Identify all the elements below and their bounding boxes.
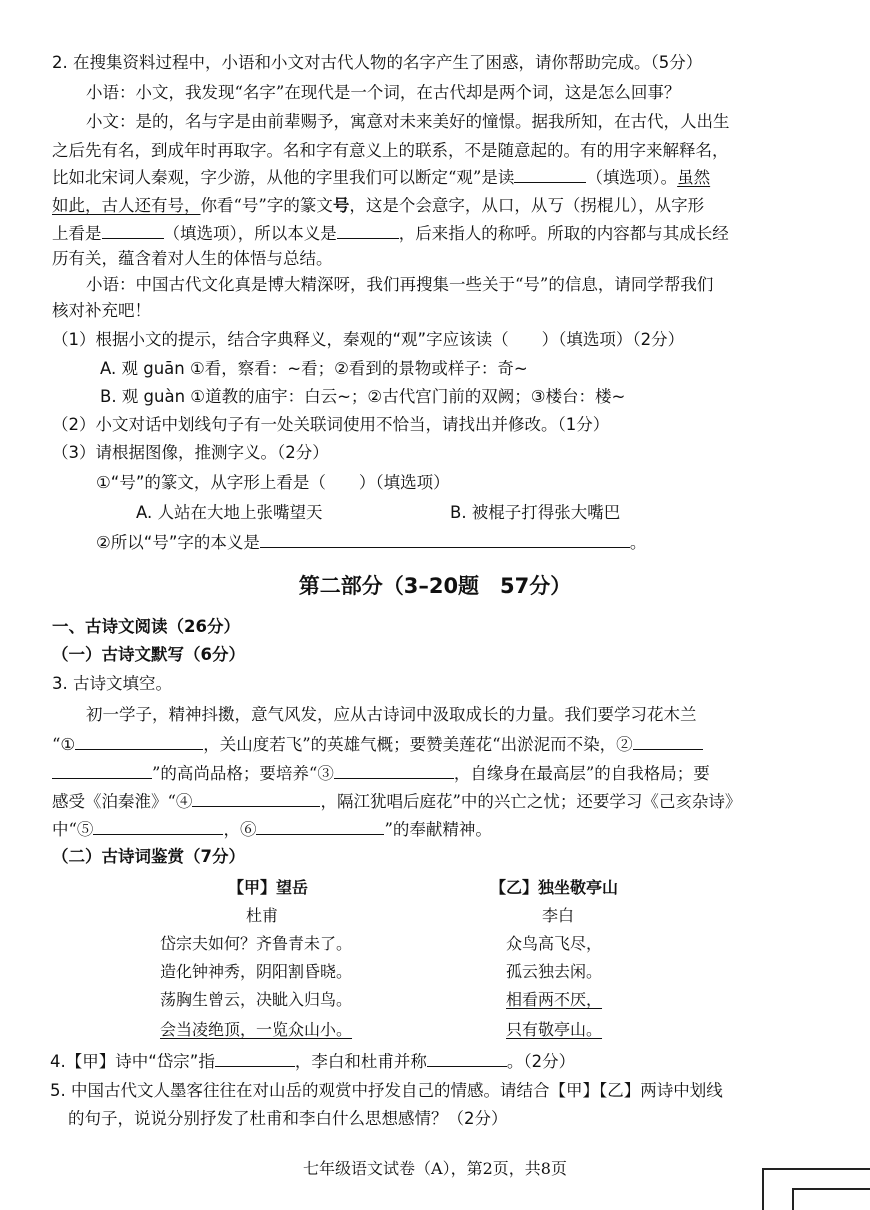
answer-blank-meaning[interactable] [337,222,399,239]
q2-xiaoyu-line: 小语：小文，我发现“名字”在现代是一个词，在古代却是两个词，这是怎么回事？ [86,83,681,102]
section-heading: 一、古诗文阅读（26分） [52,617,240,636]
q2-xiaowen-line-3 [52,166,710,189]
q4-line [50,1050,575,1073]
answer-blank-1[interactable] [75,733,203,750]
poem-jia-line: 岱宗夫如何？齐鲁青未了。 [160,934,353,953]
q2-sub3: （3）请根据图像，推测字义。（2分） [52,443,329,462]
q2-text: （填选项）。 [586,168,678,187]
answer-blank-li-du[interactable] [427,1050,507,1067]
underlined-sentence-end: 如此，古人还有号， [52,196,201,215]
q2-xiaowen-line-1: 小文：是的，名与字是由前辈赐予，寓意对未来美好的憧憬。据我所知，在古代，人出生 [86,112,730,131]
q2-xiaoyu-line-2: 小语：中国古代文化真是博大精深呀，我们再搜集一些关于“号”的信息，请同学帮我们 [86,275,714,294]
q5-line-2: 的句子，说说分别抒发了杜甫和李白什么思想感情？（2分） [68,1109,508,1128]
q3-text: ”的奉献精神。 [384,820,492,839]
q2-text: 你看“号”字的篆文 [200,196,333,215]
q3-title: 3. 古诗文填空。 [52,674,172,693]
underlined-sentence-start: 虽然 [677,168,711,187]
seal-script-glyph-icon: 号 [332,196,350,215]
q2-xiaowen-line-4 [52,195,704,217]
poem-yi-line: 众鸟高飞尽， [506,934,603,953]
q2-xiaowen-line-5 [52,222,729,245]
q3-line-3 [52,762,710,785]
q5-line-1: 5. 中国古代文人墨客往往在对山岳的观赏中抒发自己的情感。请结合【甲】【乙】两诗中划线 [50,1081,723,1100]
q3-line-5 [52,818,492,841]
poem-jia-title: 【甲】望岳 [228,878,309,897]
q2-text: （填选项），所以本义是 [163,224,337,243]
q3-text: 感受《泊秦淮》“④ [52,792,193,811]
answer-blank-5[interactable] [93,818,223,835]
q2-xiaowen-line-6: 历有关，蕴含着对人生的体悟与总结。 [52,249,333,268]
answer-blank-6[interactable] [256,818,384,835]
answer-blank-guan-reading[interactable] [514,166,586,183]
q3-text: “① [52,735,76,754]
q3-text: 中“⑤ [52,820,94,839]
q2-xiaoyu-line-3: 核对补充吧！ [52,301,151,320]
answer-blank-hao-meaning[interactable] [260,531,630,548]
q2-option-a: A. 观 guān ①看，察看：~看；②看到的景物或样子：奇~ [100,359,528,378]
q2-title: 2. 在搜集资料过程中，小语和小文对古代人物的名字产生了困惑，请你帮助完成。（5分） [52,53,703,72]
answer-blank-4[interactable] [192,790,320,807]
q2-text: 上看是 [52,224,102,243]
q2-sub3-option-b: B. 被棍子打得张大嘴巴 [450,503,621,522]
q3-text: ，关山度若飞”的英雄气概；要赞美莲花“出淤泥而不染，② [203,735,633,754]
q2-sub3-option-a: A. 人站在大地上张嘴望天 [136,503,323,522]
q3-line-2 [52,733,703,756]
subsection-heading: （一）古诗文默写（6分） [52,645,245,664]
part-two-title: 第二部分（3–20题 57分） [298,574,572,598]
q3-line-1: 初一学子，精神抖擞，意气风发，应从古诗词中汲取成长的力量。我们要学习花木兰 [86,705,697,724]
q3-text: ，⑥ [223,820,257,839]
q2-sub2: （2）小文对话中划线句子有一处关联词使用不恰当，请找出并修改。（1分） [52,415,610,434]
q4-text: ，李白和杜甫并称 [294,1052,427,1071]
q3-line-4 [52,790,741,813]
poem-jia-line: 造化钟神秀，阴阳割昏晓。 [160,962,353,981]
subsection-heading: （二）古诗词鉴赏（7分） [52,847,245,866]
poem-yi-underlined-line: 只有敬亭山。 [506,1020,603,1039]
q2-text: 。 [629,533,647,552]
q2-text: ，这是个会意字，从口，从丂（拐棍儿），从字形 [349,196,705,215]
poem-yi-underlined-line: 相看两不厌， [506,990,603,1009]
q2-sub3-2 [96,531,646,554]
answer-blank-daizong[interactable] [215,1050,295,1067]
q3-text: ，自缘身在最高层”的自我格局；要 [453,764,710,783]
q4-text: 。（2分） [506,1052,576,1071]
q2-sub3-1: ①“号”的篆文，从字形上看是（ ）（填选项） [96,473,450,492]
q2-text: ②所以“号”字的本义是 [96,533,260,552]
q2-text: 比如北宋词人秦观，字少游，从他的字里我们可以断定“观”是读 [52,168,515,187]
q2-sub1: （1）根据小文的提示，结合字典释义，秦观的“观”字应该读（ ）（填选项）（2分） [52,330,685,349]
q2-text: ，后来指人的称呼。所取的内容都与其成长经 [398,224,729,243]
q4-text: 4.【甲】诗中“岱宗”指 [50,1052,215,1071]
poem-jia-line: 荡胸生曾云，决眦入归鸟。 [160,990,353,1009]
answer-blank-2[interactable] [633,733,703,750]
poem-yi-title: 【乙】独坐敬亭山 [490,878,619,897]
answer-blank-shape[interactable] [102,222,164,239]
poem-yi-author: 李白 [542,906,575,925]
poem-yi-line: 孤云独去闲。 [506,962,603,981]
q2-option-b: B. 观 guàn ①道教的庙宇：白云~；②古代宫门前的双阙；③楼台：楼~ [100,387,626,406]
page-footer: 七年级语文试卷（A），第2页，共8页 [303,1159,567,1178]
answer-blank-3[interactable] [334,762,454,779]
poem-jia-underlined-line: 会当凌绝顶，一览众山小。 [160,1020,353,1039]
poem-jia-author: 杜甫 [246,906,279,925]
q3-text: ”的高尚品格；要培养“③ [152,764,334,783]
q2-xiaowen-line-2: 之后先有名，到成年时再取字。名和字有意义上的联系，不是随意起的。有的用字来解释名， [52,141,729,160]
answer-blank-2-cont[interactable] [52,762,152,779]
q3-text: ，隔江犹唱后庭花”中的兴亡之忧；还要学习《己亥杂诗》 [320,792,742,811]
corner-frame-inner [792,1188,870,1210]
